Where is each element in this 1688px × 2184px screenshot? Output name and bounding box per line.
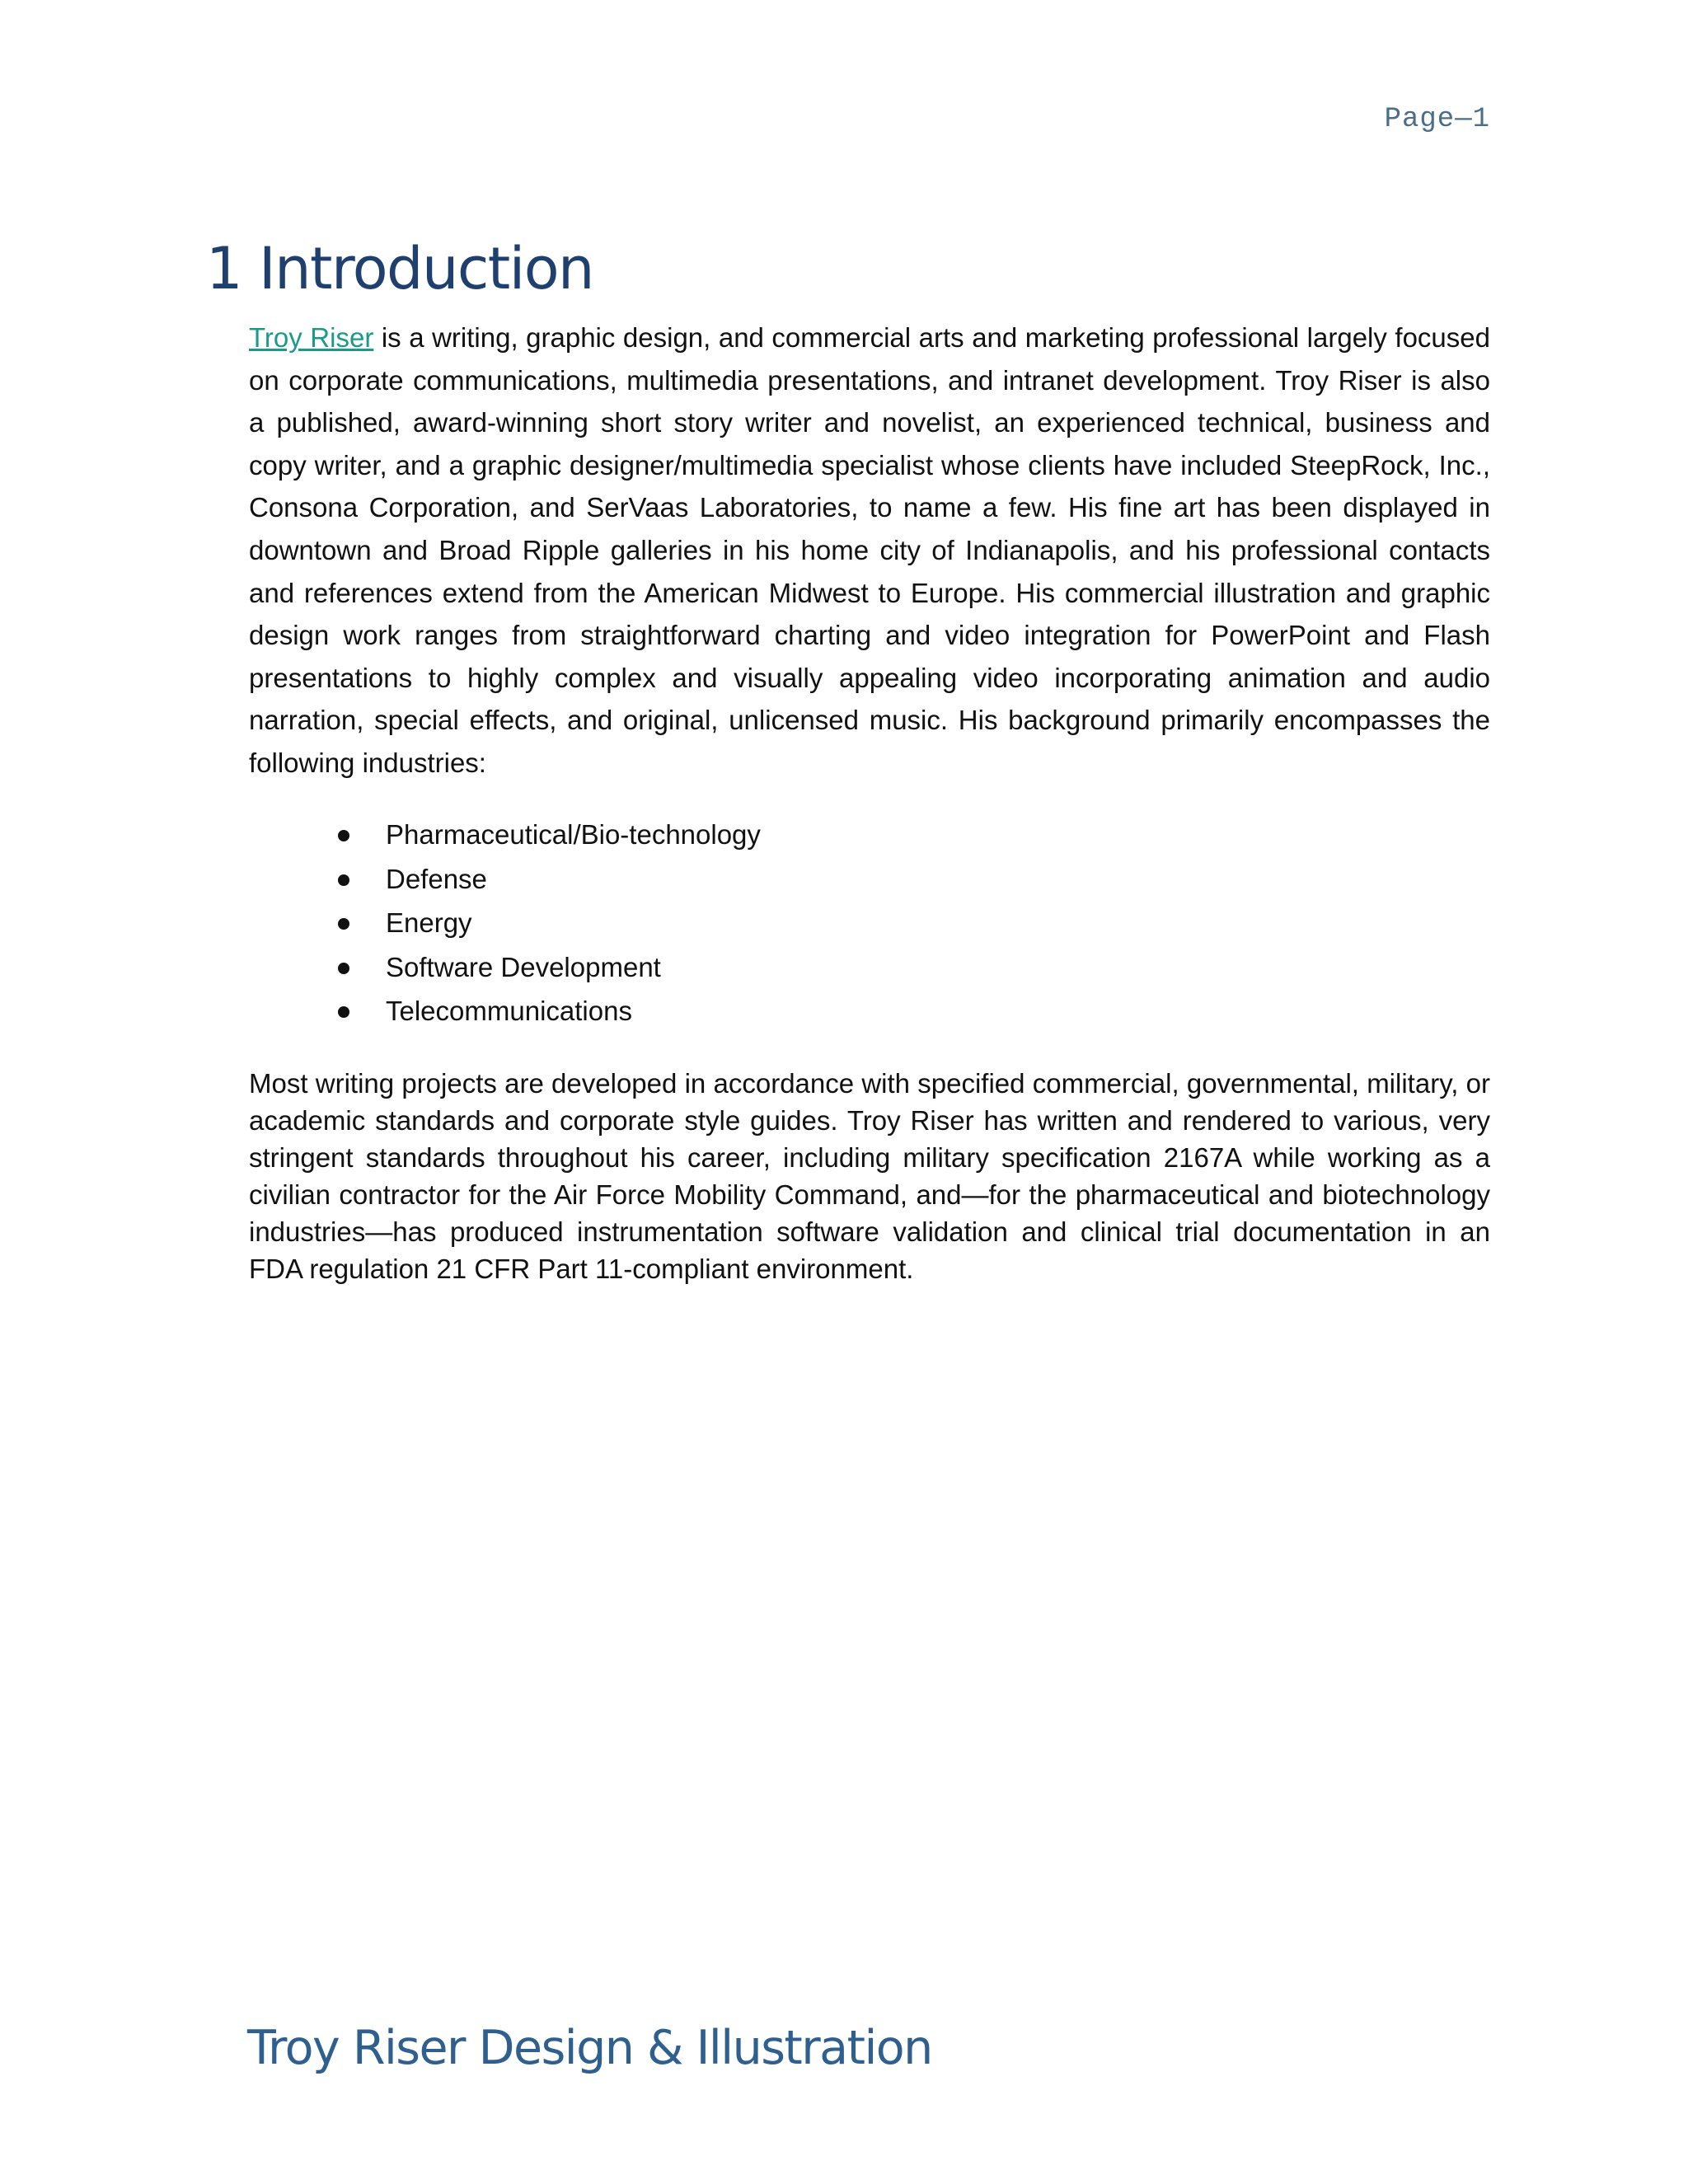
list-item-label: Software Development	[386, 951, 661, 982]
list-item-label: Telecommunications	[386, 996, 632, 1026]
page-number: Page—1	[1384, 104, 1490, 135]
intro-paragraph	[249, 316, 1490, 785]
section-heading	[206, 235, 593, 302]
list-item	[249, 989, 761, 1033]
list-item-label: Energy	[386, 907, 472, 938]
list-item	[249, 945, 761, 990]
bullet-icon	[338, 830, 349, 841]
industries-list	[249, 813, 761, 1033]
list-item-label: Pharmaceutical/Bio-technology	[386, 819, 761, 850]
bullet-icon	[338, 874, 349, 886]
bullet-icon	[338, 963, 349, 974]
troy-riser-link[interactable]: Troy Riser	[249, 322, 374, 353]
section-title: Introduction	[259, 235, 593, 302]
list-item-label: Defense	[386, 863, 487, 894]
footer-title: Troy Riser Design & Illustration	[247, 2021, 932, 2075]
intro-text: is a writing, graphic design, and commercial arts and marketing professional largely focused on corporate communications, multimedia presentations, and intranet development. Troy Riser is also a published, award-winning short story writer and novelist, an experienced technical, business and copy writer, and a graphic designer/multimedia specialist whose clients have included SteepRock, Inc., Consona Corporation, and SerVaas Laboratories, to name a few. His fine art has been displayed in downtown and Broad Ripple galleries in his home city of Indianapolis, and his professional contacts and references extend from the American Midwest to Europe. His commercial illustration and graphic design work ranges from straightforward charting and video integration for PowerPoint and Flash presentations to highly complex and visually appealing video incorporating animation and audio narration, special effects, and original, unlicensed music. His background primarily encompasses the following industries:	[249, 322, 1490, 778]
list-item	[249, 813, 761, 857]
closing-paragraph: Most writing projects are developed in accordance with specified commercial, governmental, military, or academic standards and corporate style guides. Troy Riser has written and rendered to various, very stringent standards throughout his career, including military specification 2167A while working as a civilian contractor for the Air Force Mobility Command, and—for the pharmaceutical and biotechnology industries—has produced instrumentation software validation and clinical trial documentation in an FDA regulation 21 CFR Part 11-compliant environment.	[249, 1068, 1490, 1284]
list-item	[249, 901, 761, 945]
bullet-icon	[338, 918, 349, 930]
bullet-icon	[338, 1006, 349, 1018]
section-number: 1	[206, 235, 242, 302]
list-item	[249, 857, 761, 902]
